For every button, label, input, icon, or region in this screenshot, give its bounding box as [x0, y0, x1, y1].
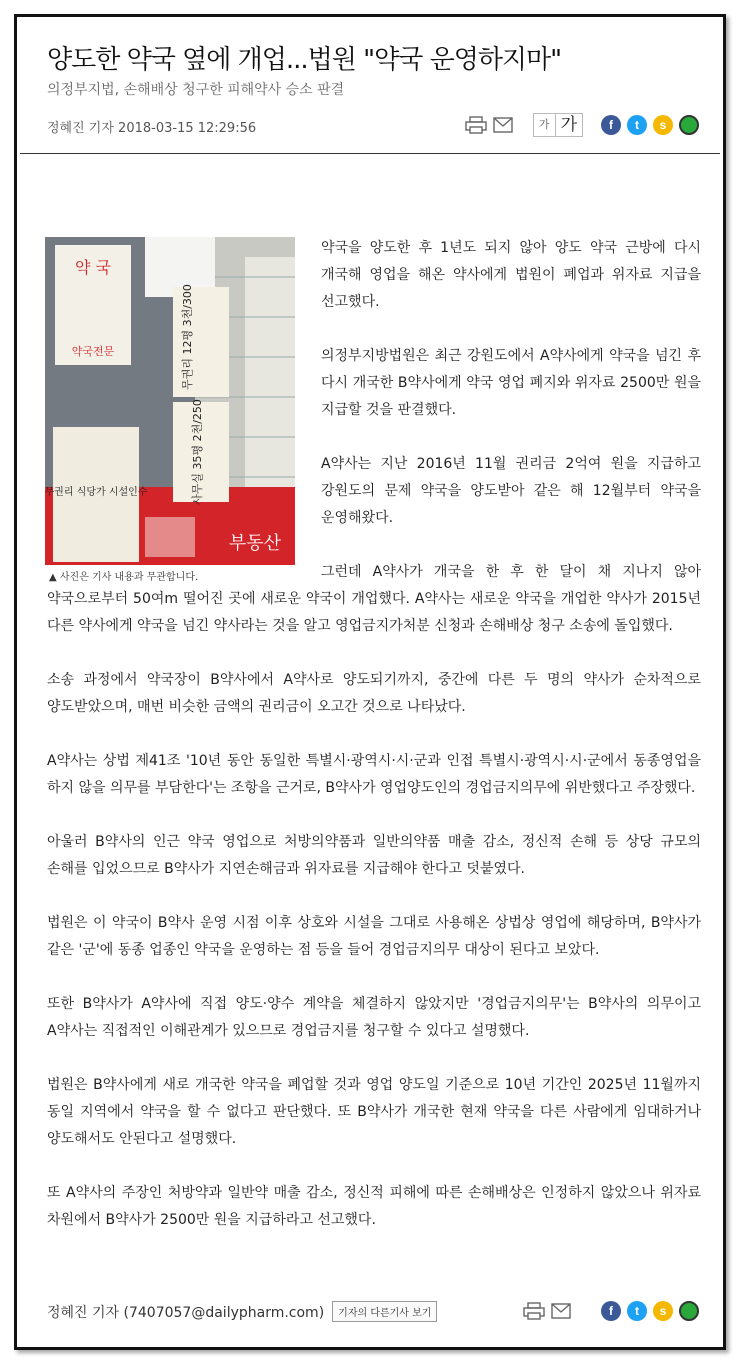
band-icon[interactable] [679, 1301, 699, 1321]
print-icon[interactable] [465, 116, 487, 134]
photo-caption: ▲ 사진은 기사 내용과 무관합니다. [49, 572, 199, 583]
twitter-icon[interactable]: t [627, 115, 647, 135]
paragraph: A약사는 상법 제41조 '10년 동안 동일한 특별시·광역시·시·군과 인접 특별시·광역시·시·군에서 동종영업을 하지 않을 의무를 부담한다'는 조항을 근거로, B약사가 영업양도인의 경업금지의무에 위반했다고 주장했다. [47, 753, 701, 796]
article-footer [47, 1301, 437, 1322]
paragraph: A약사는 지난 2016년 11월 권리금 2억여 원을 지급하고 강원도의 문제 약국을 양도받아 같은 해 12월부터 약국을 운영해왔다. [321, 456, 701, 526]
paragraph: 또 A약사의 주장인 처방약과 일반약 매출 감소, 정신적 피해에 따른 손해배상은 인정하지 않았으나 위자료 차원에서 B약사가 2500만 원을 지급하라고 선고했다. [47, 1185, 701, 1228]
paragraph: 법원은 이 약국이 B약사 운영 시점 이후 상호와 시설을 그대로 사용해온 상법상 영업에 해당하며, B약사가 같은 '군'에 동종 업종인 약국을 운영하는 점 등을 들어 경업금지의무 대상이 된다고 보았다. [47, 915, 701, 958]
article-body [47, 235, 701, 1261]
sign-pharmacy-sub: 약국전문 [71, 345, 115, 358]
font-increase-button[interactable]: 가 [555, 114, 582, 136]
paragraph: 약국을 양도한 후 1년도 되지 않아 양도 약국 근방에 다시 개국해 영업을 해온 약사에게 법원이 폐업과 위자료 지급을 선고했다. [321, 240, 701, 310]
paragraph: 아울러 B약사의 인근 약국 영업으로 처방의약품과 일반의약품 매출 감소, 정신적 손해 등 상당 규모의 손해를 입었으므로 B약사가 지연손해금과 위자료를 지급해야 한다고 덧붙였다. [47, 834, 701, 877]
paragraph: 그런데 A약사가 개국을 한 후 한 달이 채 지나지 않아 약국으로부터 50여m 떨어진 곳에 새로운 약국이 개업했다. A약사는 새로운 약국을 개업한 약사가 2015년 다른 약사에게 약국을 넘긴 약사라는 것을 알고 영업금지가처분 신청과 손해배상 청구 소송에 돌입했다. [47, 564, 701, 634]
sign-office: 사무실 35평 2천/250 [191, 399, 204, 505]
font-decrease-button[interactable]: 가 [538, 118, 550, 131]
sign-restaurant: 무권리 식당가 시설인수 [45, 487, 148, 498]
band-icon[interactable] [679, 115, 699, 135]
kakaostory-icon[interactable]: s [653, 1301, 673, 1321]
sign-realestate: 부동산 [228, 533, 282, 554]
paragraph: 소송 과정에서 약국장이 B약사에서 A약사로 양도되기까지, 중간에 다른 두 명의 약사가 순차적으로 양도받았으며, 매번 비슷한 금액의 권리금이 오고간 것으로 나타났다. [47, 672, 701, 715]
print-icon[interactable] [523, 1302, 545, 1320]
facebook-icon[interactable]: f [601, 1301, 621, 1321]
mail-icon[interactable] [493, 117, 513, 133]
sign-pharmacy: 약 국 [75, 258, 111, 277]
paragraph: 법원은 B약사에게 새로 개국한 약국을 폐업할 것과 영업 양도일 기준으로 10년 기간인 2025년 11월까지 동일 지역에서 약국을 할 수 없다고 판단했다. 또 B약사가 개국한 현재 약국을 다른 사람에게 임대하거나 양도해서도 안된다고 설명했다. [47, 1077, 701, 1147]
paragraph: 의정부지방법원은 최근 강원도에서 A약사에게 약국을 넘긴 후 다시 개국한 B약사에게 약국 영업 폐지와 위자료 2500만 원을 지급할 것을 판결했다. [321, 348, 701, 418]
header-divider [20, 153, 720, 154]
twitter-icon[interactable]: t [627, 1301, 647, 1321]
article-title: 양도한 약국 옆에 개업...법원 "약국 운영하지마" [47, 45, 562, 75]
reporter-contact[interactable]: 정혜진 기자 (7407057@dailypharm.com) [47, 1304, 325, 1321]
facebook-icon[interactable]: f [601, 115, 621, 135]
article-byline: 정혜진 기자 2018-03-15 12:29:56 [47, 121, 257, 136]
sign-rent-1: 무권리 12평 3천/300 [181, 284, 194, 390]
kakaostory-icon[interactable]: s [653, 115, 673, 135]
footer-toolbar [523, 1301, 699, 1321]
font-size-control [533, 113, 583, 137]
article-frame [14, 14, 726, 1350]
article-toolbar [465, 113, 699, 137]
mail-icon[interactable] [551, 1303, 571, 1319]
paragraph: 또한 B약사가 A약사에 직접 양도·양수 계약을 체결하지 않았지만 '경업금지의무'는 B약사의 의무이고 A약사는 직접적인 이해관계가 있으므로 경업금지를 청구할 수 있다고 설명했다. [47, 996, 701, 1039]
article-subtitle: 의정부지법, 손해배상 청구한 피해약사 승소 판결 [47, 82, 345, 98]
more-articles-button[interactable]: 기자의 다른기사 보기 [332, 1301, 437, 1322]
